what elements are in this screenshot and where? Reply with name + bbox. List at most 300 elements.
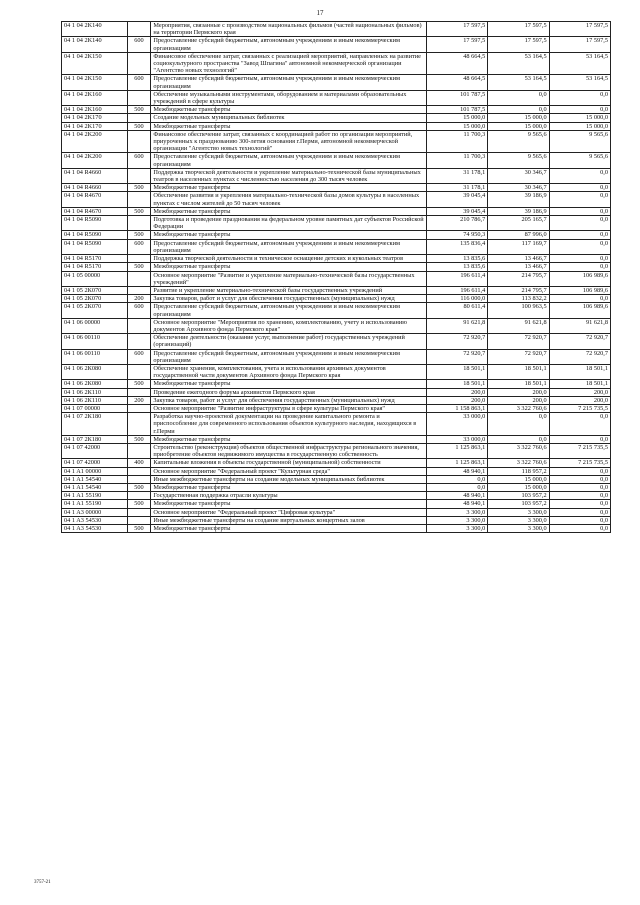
row-expense-type-cell: 600 bbox=[127, 349, 151, 364]
row-code-cell: 04 1 A1 00000 bbox=[62, 467, 128, 475]
row-name-cell: Основное мероприятие "Федеральный проект "Культурная среда" bbox=[151, 467, 427, 475]
row-amount-2023-cell: 0,0 bbox=[549, 255, 610, 263]
row-code-cell: 04 1 05 2К070 bbox=[62, 286, 128, 294]
table-row bbox=[62, 516, 611, 524]
row-amount-2022-cell: 53 164,5 bbox=[488, 52, 549, 75]
row-amount-2021-cell: 48 940,1 bbox=[426, 467, 487, 475]
row-amount-2022-cell: 205 165,7 bbox=[488, 216, 549, 231]
row-amount-2023-cell: 106 989,6 bbox=[549, 271, 610, 286]
row-code-cell: 04 1 04 R5090 bbox=[62, 231, 128, 239]
row-amount-2021-cell: 200,0 bbox=[426, 388, 487, 396]
row-amount-2022-cell: 13 466,7 bbox=[488, 263, 549, 271]
row-name-cell: Развитие и укрепление материально-технической базы государственных учреждений bbox=[151, 286, 427, 294]
row-code-cell: 04 1 04 2K160 bbox=[62, 90, 128, 105]
row-amount-2021-cell: 13 835,6 bbox=[426, 263, 487, 271]
row-code-cell: 04 1 A1 55190 bbox=[62, 492, 128, 500]
row-name-cell: Проведение ежегодного форума архивистов Пермского края bbox=[151, 388, 427, 396]
row-amount-2023-cell: 0,0 bbox=[549, 500, 610, 508]
row-amount-2022-cell: 15 000,0 bbox=[488, 475, 549, 483]
row-amount-2022-cell: 53 164,5 bbox=[488, 75, 549, 90]
row-code-cell: 04 1 A3 00000 bbox=[62, 508, 128, 516]
row-amount-2023-cell: 53 164,5 bbox=[549, 75, 610, 90]
row-expense-type-cell: 500 bbox=[127, 122, 151, 130]
table-row bbox=[62, 404, 611, 412]
row-amount-2021-cell: 48 940,1 bbox=[426, 500, 487, 508]
row-expense-type-cell bbox=[127, 90, 151, 105]
row-code-cell: 04 1 07 2К180 bbox=[62, 413, 128, 436]
table-row bbox=[62, 184, 611, 192]
row-expense-type-cell bbox=[127, 364, 151, 379]
row-code-cell: 04 1 04 R5170 bbox=[62, 255, 128, 263]
row-name-cell: Предоставление субсидий бюджетным, автономным учреждениям и иным некоммерческим организациям bbox=[151, 349, 427, 364]
page-number: 17 bbox=[316, 9, 324, 17]
table-row bbox=[62, 286, 611, 294]
row-amount-2022-cell: 91 621,8 bbox=[488, 318, 549, 333]
row-amount-2023-cell: 0,0 bbox=[549, 516, 610, 524]
table-row bbox=[62, 475, 611, 483]
table-row bbox=[62, 396, 611, 404]
row-amount-2021-cell: 116 000,0 bbox=[426, 295, 487, 303]
row-amount-2022-cell: 15 000,0 bbox=[488, 114, 549, 122]
row-amount-2022-cell: 17 597,5 bbox=[488, 37, 549, 52]
row-amount-2023-cell: 0,0 bbox=[549, 475, 610, 483]
row-amount-2022-cell: 39 186,9 bbox=[488, 207, 549, 215]
row-amount-2022-cell: 9 565,6 bbox=[488, 130, 549, 153]
row-name-cell: Поддержка творческой деятельности и техническое оснащение детских и кукольных театров bbox=[151, 255, 427, 263]
row-amount-2023-cell: 7 215 735,5 bbox=[549, 443, 610, 458]
table-row bbox=[62, 90, 611, 105]
row-name-cell: Межбюджетные трансферты bbox=[151, 106, 427, 114]
row-amount-2021-cell: 48 664,5 bbox=[426, 52, 487, 75]
row-amount-2022-cell: 0,0 bbox=[488, 413, 549, 436]
row-amount-2021-cell: 33 000,0 bbox=[426, 435, 487, 443]
row-amount-2023-cell: 0,0 bbox=[549, 263, 610, 271]
row-expense-type-cell bbox=[127, 492, 151, 500]
row-amount-2023-cell: 0,0 bbox=[549, 467, 610, 475]
row-amount-2023-cell: 0,0 bbox=[549, 184, 610, 192]
row-name-cell: Межбюджетные трансферты bbox=[151, 122, 427, 130]
table-row bbox=[62, 295, 611, 303]
row-amount-2022-cell: 3 300,0 bbox=[488, 508, 549, 516]
table-row bbox=[62, 52, 611, 75]
row-amount-2022-cell: 18 501,1 bbox=[488, 380, 549, 388]
row-name-cell: Межбюджетные трансферты bbox=[151, 500, 427, 508]
row-expense-type-cell: 500 bbox=[127, 263, 151, 271]
row-amount-2021-cell: 18 501,1 bbox=[426, 364, 487, 379]
row-expense-type-cell: 500 bbox=[127, 207, 151, 215]
row-amount-2023-cell: 0,0 bbox=[549, 106, 610, 114]
row-expense-type-cell bbox=[127, 388, 151, 396]
row-expense-type-cell bbox=[127, 114, 151, 122]
row-name-cell: Поддержка творческой деятельности и укрепление материально-технической базы муниципальных театров в населенных пунктах с численностью населения до 300 тысяч человек bbox=[151, 168, 427, 183]
row-expense-type-cell: 500 bbox=[127, 184, 151, 192]
row-name-cell: Обеспечение развития и укрепления материально-технической базы домов культуры в населенных пунктах с числом жителей до 50 тысяч человек bbox=[151, 192, 427, 207]
row-code-cell: 04 1 A1 54540 bbox=[62, 475, 128, 483]
table-row bbox=[62, 508, 611, 516]
table-row bbox=[62, 168, 611, 183]
row-code-cell: 04 1 A3 54530 bbox=[62, 525, 128, 533]
budget-table bbox=[61, 21, 611, 533]
row-name-cell: Межбюджетные трансферты bbox=[151, 380, 427, 388]
row-expense-type-cell: 600 bbox=[127, 75, 151, 90]
row-name-cell: Финансовое обеспечение затрат, связанных с реализацией мероприятий, направленных на развитие социокультурного пространства "Завод Шпагина" автономной некоммерческой организации "Агентство новых технологий" bbox=[151, 52, 427, 75]
row-amount-2023-cell: 15 000,0 bbox=[549, 122, 610, 130]
row-amount-2022-cell: 103 957,2 bbox=[488, 500, 549, 508]
row-amount-2021-cell: 3 300,0 bbox=[426, 525, 487, 533]
table-row bbox=[62, 525, 611, 533]
row-amount-2021-cell: 39 045,4 bbox=[426, 207, 487, 215]
row-name-cell: Иные межбюджетные трансферты на создание виртуальных концертных залов bbox=[151, 516, 427, 524]
row-amount-2021-cell: 13 835,6 bbox=[426, 255, 487, 263]
row-expense-type-cell bbox=[127, 168, 151, 183]
row-amount-2021-cell: 101 787,5 bbox=[426, 90, 487, 105]
row-amount-2023-cell: 0,0 bbox=[549, 239, 610, 254]
row-amount-2022-cell: 3 300,0 bbox=[488, 525, 549, 533]
row-expense-type-cell: 600 bbox=[127, 239, 151, 254]
row-amount-2023-cell: 0,0 bbox=[549, 413, 610, 436]
row-amount-2023-cell: 72 920,7 bbox=[549, 349, 610, 364]
row-code-cell: 04 1 04 2K150 bbox=[62, 75, 128, 90]
row-amount-2022-cell: 18 501,1 bbox=[488, 364, 549, 379]
row-amount-2021-cell: 11 700,3 bbox=[426, 130, 487, 153]
row-expense-type-cell bbox=[127, 404, 151, 412]
row-amount-2021-cell: 17 597,5 bbox=[426, 22, 487, 37]
row-expense-type-cell bbox=[127, 130, 151, 153]
row-code-cell: 04 1 04 R4670 bbox=[62, 192, 128, 207]
row-amount-2022-cell: 200,0 bbox=[488, 388, 549, 396]
row-amount-2021-cell: 3 300,0 bbox=[426, 508, 487, 516]
row-amount-2021-cell: 135 836,4 bbox=[426, 239, 487, 254]
table-row bbox=[62, 334, 611, 349]
row-amount-2021-cell: 11 700,3 bbox=[426, 153, 487, 168]
row-expense-type-cell: 600 bbox=[127, 37, 151, 52]
row-code-cell: 04 1 07 00000 bbox=[62, 404, 128, 412]
row-amount-2022-cell: 3 300,0 bbox=[488, 516, 549, 524]
row-code-cell: 04 1 A1 55190 bbox=[62, 500, 128, 508]
row-name-cell: Предоставление субсидий бюджетным, автономным учреждениям и иным некоммерческим организациям bbox=[151, 153, 427, 168]
row-amount-2023-cell: 9 565,6 bbox=[549, 130, 610, 153]
row-amount-2023-cell: 0,0 bbox=[549, 231, 610, 239]
row-expense-type-cell: 600 bbox=[127, 153, 151, 168]
row-name-cell: Обеспечение хранения, комплектования, учета и использования архивных документов государственной части документов Архивного фонда Пермского края bbox=[151, 364, 427, 379]
row-amount-2023-cell: 7 215 735,5 bbox=[549, 404, 610, 412]
row-expense-type-cell: 500 bbox=[127, 231, 151, 239]
row-amount-2023-cell: 0,0 bbox=[549, 295, 610, 303]
row-expense-type-cell bbox=[127, 475, 151, 483]
row-amount-2022-cell: 17 597,5 bbox=[488, 22, 549, 37]
row-code-cell: 04 1 07 2К180 bbox=[62, 435, 128, 443]
row-amount-2023-cell: 0,0 bbox=[549, 168, 610, 183]
row-expense-type-cell: 600 bbox=[127, 303, 151, 318]
row-name-cell: Разработка научно-проектной документации на проведение капитального ремонта и приспособление для современного использования объектов культурного наследия, находящихся в г.Перми bbox=[151, 413, 427, 436]
row-amount-2023-cell: 91 621,8 bbox=[549, 318, 610, 333]
row-name-cell: Межбюджетные трансферты bbox=[151, 207, 427, 215]
row-amount-2022-cell: 113 832,2 bbox=[488, 295, 549, 303]
table-row bbox=[62, 216, 611, 231]
row-name-cell: Предоставление субсидий бюджетным, автономным учреждениям и иным некоммерческим организациям bbox=[151, 303, 427, 318]
row-code-cell: 04 1 05 00000 bbox=[62, 271, 128, 286]
row-amount-2021-cell: 15 000,0 bbox=[426, 114, 487, 122]
row-expense-type-cell: 400 bbox=[127, 459, 151, 467]
row-name-cell: Государственная поддержка отрасли культуры bbox=[151, 492, 427, 500]
table-row bbox=[62, 388, 611, 396]
row-code-cell: 04 1 07 42000 bbox=[62, 459, 128, 467]
row-expense-type-cell bbox=[127, 216, 151, 231]
table-row bbox=[62, 207, 611, 215]
row-expense-type-cell bbox=[127, 467, 151, 475]
row-amount-2021-cell: 74 950,3 bbox=[426, 231, 487, 239]
row-amount-2023-cell: 106 989,6 bbox=[549, 286, 610, 294]
row-name-cell: Предоставление субсидий бюджетным, автономным учреждениям и иным некоммерческим организациям bbox=[151, 37, 427, 52]
table-row bbox=[62, 37, 611, 52]
row-name-cell: Капитальные вложения в объекты государственной (муниципальной) собственности bbox=[151, 459, 427, 467]
row-amount-2023-cell: 0,0 bbox=[549, 192, 610, 207]
row-code-cell: 04 1 A3 54530 bbox=[62, 516, 128, 524]
row-amount-2023-cell: 0,0 bbox=[549, 90, 610, 105]
row-code-cell: 04 1 04 2K170 bbox=[62, 114, 128, 122]
row-name-cell: Строительство (реконструкция) объектов общественной инфраструктуры регионального значения, приобретение объектов недвижимого имущества в государственную собственность bbox=[151, 443, 427, 458]
row-amount-2023-cell: 0,0 bbox=[549, 508, 610, 516]
table-row bbox=[62, 443, 611, 458]
row-name-cell: Закупка товаров, работ и услуг для обеспечения государственных (муниципальных) нужд bbox=[151, 295, 427, 303]
table-row bbox=[62, 22, 611, 37]
row-code-cell: 04 1 04 2K140 bbox=[62, 22, 128, 37]
row-amount-2021-cell: 0,0 bbox=[426, 475, 487, 483]
table-row bbox=[62, 483, 611, 491]
row-expense-type-cell bbox=[127, 413, 151, 436]
row-amount-2022-cell: 15 000,0 bbox=[488, 122, 549, 130]
row-code-cell: 04 1 04 R5170 bbox=[62, 263, 128, 271]
row-amount-2021-cell: 31 178,1 bbox=[426, 168, 487, 183]
row-code-cell: 04 1 04 2K200 bbox=[62, 153, 128, 168]
row-name-cell: Основное мероприятие "Мероприятия по хранению, комплектованию, учету и использованию документов Архивного фонда Пермского края" bbox=[151, 318, 427, 333]
row-amount-2021-cell: 196 611,4 bbox=[426, 271, 487, 286]
footer-code: 3757-21 bbox=[34, 880, 51, 885]
row-name-cell: Создание модельных муниципальных библиотек bbox=[151, 114, 427, 122]
row-amount-2022-cell: 72 920,7 bbox=[488, 349, 549, 364]
row-amount-2023-cell: 200,0 bbox=[549, 388, 610, 396]
row-expense-type-cell bbox=[127, 334, 151, 349]
row-amount-2022-cell: 214 795,7 bbox=[488, 271, 549, 286]
row-amount-2023-cell: 53 164,5 bbox=[549, 52, 610, 75]
row-amount-2022-cell: 30 346,7 bbox=[488, 184, 549, 192]
row-name-cell: Обеспечение музыкальными инструментами, оборудованием и материалами образовательных учреждений в сфере культуры bbox=[151, 90, 427, 105]
row-amount-2021-cell: 39 045,4 bbox=[426, 192, 487, 207]
row-name-cell: Финансовое обеспечение затрат, связанных с координацией работ по организации мероприятий, приуроченных к празднованию 300-летия основания г.Перми, автономной некоммерческой организации "Агентство новых технологий" bbox=[151, 130, 427, 153]
row-amount-2021-cell: 17 597,5 bbox=[426, 37, 487, 52]
row-code-cell: 04 1 07 42000 bbox=[62, 443, 128, 458]
row-name-cell: Мероприятия, связанные с производством национальных фильмов (частей национальных фильмов) на территории Пермского края bbox=[151, 22, 427, 37]
row-name-cell: Предоставление субсидий бюджетным, автономным учреждениям и иным некоммерческим организациям bbox=[151, 75, 427, 90]
row-amount-2023-cell: 9 565,6 bbox=[549, 153, 610, 168]
row-amount-2022-cell: 72 920,7 bbox=[488, 334, 549, 349]
row-amount-2022-cell: 118 957,2 bbox=[488, 467, 549, 475]
row-expense-type-cell: 500 bbox=[127, 500, 151, 508]
row-name-cell: Межбюджетные трансферты bbox=[151, 435, 427, 443]
row-code-cell: 04 1 05 2К070 bbox=[62, 303, 128, 318]
table-row bbox=[62, 467, 611, 475]
row-code-cell: 04 1 04 2K170 bbox=[62, 122, 128, 130]
row-expense-type-cell: 500 bbox=[127, 483, 151, 491]
table-row bbox=[62, 192, 611, 207]
row-code-cell: 04 1 04 2K140 bbox=[62, 37, 128, 52]
row-name-cell: Основное мероприятие "Развитие и укрепление материально-технической базы государственных учреждений" bbox=[151, 271, 427, 286]
row-amount-2021-cell: 33 000,0 bbox=[426, 413, 487, 436]
row-expense-type-cell bbox=[127, 22, 151, 37]
row-name-cell: Межбюджетные трансферты bbox=[151, 525, 427, 533]
row-amount-2021-cell: 1 125 863,1 bbox=[426, 459, 487, 467]
row-amount-2021-cell: 31 178,1 bbox=[426, 184, 487, 192]
row-name-cell: Предоставление субсидий бюджетным, автономным учреждениям и иным некоммерческим организациям bbox=[151, 239, 427, 254]
table-row bbox=[62, 263, 611, 271]
row-amount-2021-cell: 91 621,8 bbox=[426, 318, 487, 333]
row-name-cell: Обеспечение деятельности (оказание услуг, выполнение работ) государственных учреждений (организаций) bbox=[151, 334, 427, 349]
row-code-cell: 04 1 04 2K160 bbox=[62, 106, 128, 114]
row-code-cell: 04 1 06 00110 bbox=[62, 334, 128, 349]
row-code-cell: 04 1 05 2К070 bbox=[62, 295, 128, 303]
row-expense-type-cell: 500 bbox=[127, 106, 151, 114]
row-amount-2022-cell: 103 957,2 bbox=[488, 492, 549, 500]
row-expense-type-cell bbox=[127, 286, 151, 294]
row-amount-2021-cell: 101 787,5 bbox=[426, 106, 487, 114]
row-code-cell: 04 1 04 2K200 bbox=[62, 130, 128, 153]
row-expense-type-cell bbox=[127, 318, 151, 333]
row-name-cell: Межбюджетные трансферты bbox=[151, 483, 427, 491]
row-expense-type-cell: 200 bbox=[127, 295, 151, 303]
row-amount-2022-cell: 0,0 bbox=[488, 435, 549, 443]
row-amount-2022-cell: 214 795,7 bbox=[488, 286, 549, 294]
row-expense-type-cell bbox=[127, 443, 151, 458]
row-amount-2023-cell: 17 597,5 bbox=[549, 37, 610, 52]
row-code-cell: 04 1 06 2К080 bbox=[62, 364, 128, 379]
row-amount-2021-cell: 72 920,7 bbox=[426, 349, 487, 364]
row-amount-2022-cell: 100 963,5 bbox=[488, 303, 549, 318]
row-name-cell: Основное мероприятие "Федеральный проект "Цифровая культура" bbox=[151, 508, 427, 516]
row-amount-2022-cell: 39 186,9 bbox=[488, 192, 549, 207]
table-row bbox=[62, 318, 611, 333]
row-expense-type-cell: 200 bbox=[127, 396, 151, 404]
row-amount-2021-cell: 1 158 863,1 bbox=[426, 404, 487, 412]
row-amount-2021-cell: 3 300,0 bbox=[426, 516, 487, 524]
row-amount-2022-cell: 15 000,0 bbox=[488, 483, 549, 491]
row-expense-type-cell bbox=[127, 52, 151, 75]
row-expense-type-cell: 500 bbox=[127, 380, 151, 388]
row-amount-2022-cell: 0,0 bbox=[488, 106, 549, 114]
row-amount-2022-cell: 9 565,6 bbox=[488, 153, 549, 168]
row-name-cell: Закупка товаров, работ и услуг для обеспечения государственных (муниципальных) нужд bbox=[151, 396, 427, 404]
row-code-cell: 04 1 06 2К110 bbox=[62, 388, 128, 396]
row-amount-2022-cell: 13 466,7 bbox=[488, 255, 549, 263]
table-row bbox=[62, 459, 611, 467]
row-amount-2021-cell: 15 000,0 bbox=[426, 122, 487, 130]
row-amount-2021-cell: 196 611,4 bbox=[426, 286, 487, 294]
row-amount-2023-cell: 200,0 bbox=[549, 396, 610, 404]
row-expense-type-cell bbox=[127, 271, 151, 286]
row-amount-2023-cell: 0,0 bbox=[549, 483, 610, 491]
table-row bbox=[62, 114, 611, 122]
budget-table-body bbox=[62, 22, 611, 533]
row-code-cell: 04 1 04 R5090 bbox=[62, 239, 128, 254]
row-expense-type-cell bbox=[127, 516, 151, 524]
row-code-cell: 04 1 06 2К110 bbox=[62, 396, 128, 404]
row-amount-2021-cell: 72 920,7 bbox=[426, 334, 487, 349]
row-expense-type-cell bbox=[127, 508, 151, 516]
row-name-cell: Основное мероприятие "Развитие инфраструктуры в сфере культуры Пермского края" bbox=[151, 404, 427, 412]
row-code-cell: 04 1 04 R4670 bbox=[62, 207, 128, 215]
table-row bbox=[62, 435, 611, 443]
row-amount-2023-cell: 72 920,7 bbox=[549, 334, 610, 349]
row-amount-2022-cell: 0,0 bbox=[488, 90, 549, 105]
row-amount-2021-cell: 48 940,1 bbox=[426, 492, 487, 500]
table-row bbox=[62, 380, 611, 388]
row-expense-type-cell: 500 bbox=[127, 525, 151, 533]
row-amount-2021-cell: 0,0 bbox=[426, 483, 487, 491]
table-row bbox=[62, 106, 611, 114]
row-amount-2023-cell: 0,0 bbox=[549, 525, 610, 533]
table-row bbox=[62, 349, 611, 364]
table-row bbox=[62, 413, 611, 436]
row-amount-2023-cell: 0,0 bbox=[549, 216, 610, 231]
row-code-cell: 04 1 04 R4660 bbox=[62, 184, 128, 192]
row-amount-2023-cell: 0,0 bbox=[549, 435, 610, 443]
row-code-cell: 04 1 A1 54540 bbox=[62, 483, 128, 491]
row-amount-2021-cell: 200,0 bbox=[426, 396, 487, 404]
row-amount-2021-cell: 48 664,5 bbox=[426, 75, 487, 90]
row-amount-2022-cell: 3 322 760,6 bbox=[488, 404, 549, 412]
row-amount-2021-cell: 210 786,7 bbox=[426, 216, 487, 231]
row-name-cell: Подготовка и проведение празднования на федеральном уровне памятных дат субъектов Российской Федерации bbox=[151, 216, 427, 231]
table-row bbox=[62, 364, 611, 379]
row-amount-2021-cell: 80 611,4 bbox=[426, 303, 487, 318]
row-expense-type-cell bbox=[127, 192, 151, 207]
row-amount-2023-cell: 7 215 735,5 bbox=[549, 459, 610, 467]
row-amount-2022-cell: 3 322 760,6 bbox=[488, 459, 549, 467]
row-amount-2023-cell: 0,0 bbox=[549, 207, 610, 215]
row-amount-2022-cell: 87 996,0 bbox=[488, 231, 549, 239]
row-code-cell: 04 1 04 R5090 bbox=[62, 216, 128, 231]
row-amount-2022-cell: 30 346,7 bbox=[488, 168, 549, 183]
table-row bbox=[62, 255, 611, 263]
row-code-cell: 04 1 06 2К080 bbox=[62, 380, 128, 388]
row-name-cell: Иные межбюджетные трансферты на создание модельных муниципальных библиотек bbox=[151, 475, 427, 483]
row-code-cell: 04 1 06 00110 bbox=[62, 349, 128, 364]
table-row bbox=[62, 492, 611, 500]
row-expense-type-cell bbox=[127, 255, 151, 263]
row-amount-2022-cell: 3 322 760,6 bbox=[488, 443, 549, 458]
row-amount-2023-cell: 0,0 bbox=[549, 492, 610, 500]
table-row bbox=[62, 239, 611, 254]
row-amount-2023-cell: 18 501,1 bbox=[549, 380, 610, 388]
row-amount-2021-cell: 1 125 863,1 bbox=[426, 443, 487, 458]
row-code-cell: 04 1 06 00000 bbox=[62, 318, 128, 333]
row-name-cell: Межбюджетные трансферты bbox=[151, 263, 427, 271]
row-code-cell: 04 1 04 2K150 bbox=[62, 52, 128, 75]
table-row bbox=[62, 271, 611, 286]
table-row bbox=[62, 75, 611, 90]
table-row bbox=[62, 153, 611, 168]
table-row bbox=[62, 303, 611, 318]
row-code-cell: 04 1 04 R4660 bbox=[62, 168, 128, 183]
row-amount-2022-cell: 117 169,7 bbox=[488, 239, 549, 254]
row-amount-2023-cell: 17 597,5 bbox=[549, 22, 610, 37]
row-name-cell: Межбюджетные трансферты bbox=[151, 231, 427, 239]
row-expense-type-cell: 500 bbox=[127, 435, 151, 443]
row-amount-2023-cell: 15 000,0 bbox=[549, 114, 610, 122]
row-amount-2023-cell: 18 501,1 bbox=[549, 364, 610, 379]
table-row bbox=[62, 122, 611, 130]
row-amount-2023-cell: 106 989,6 bbox=[549, 303, 610, 318]
table-row bbox=[62, 231, 611, 239]
